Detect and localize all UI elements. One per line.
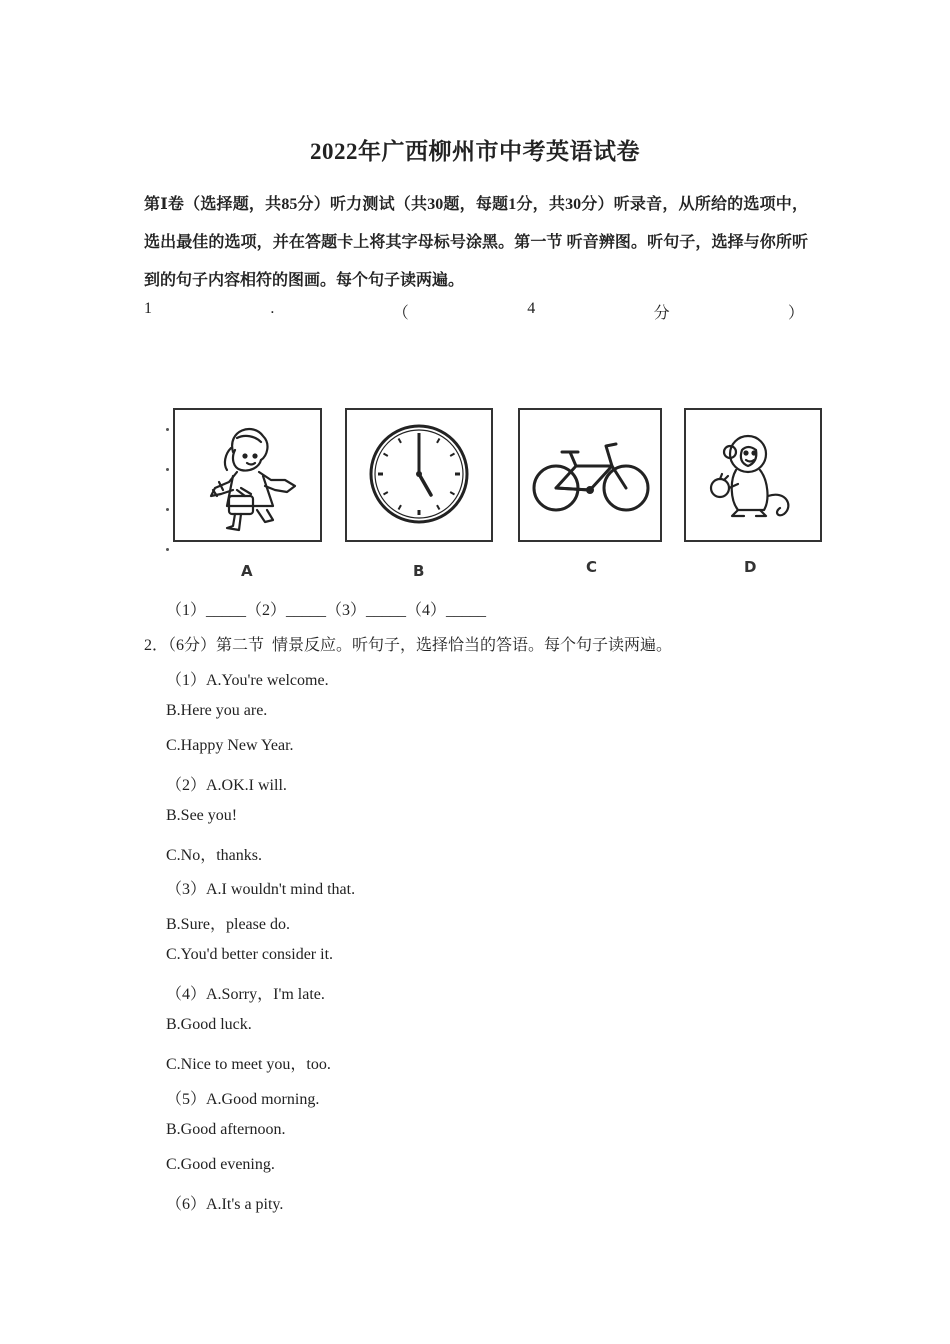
picture-options bbox=[163, 408, 825, 586]
answer-option: B.Good afternoon. bbox=[166, 1120, 286, 1138]
question-item: （3）A.I wouldn't mind that. bbox=[166, 881, 356, 899]
question-item: （2）A.OK.I will. bbox=[166, 776, 287, 794]
question-1-header bbox=[144, 300, 804, 324]
picture-frame bbox=[345, 408, 493, 542]
picture-letter: D bbox=[744, 558, 757, 576]
clock-tick bbox=[450, 492, 454, 495]
girl-icon bbox=[175, 410, 320, 540]
answer-option: B.Sure，please do. bbox=[166, 916, 290, 934]
answer-option: B.See you! bbox=[166, 806, 238, 824]
clock-icon bbox=[347, 410, 491, 540]
question-item: （6）A.It's a pity. bbox=[166, 1195, 284, 1213]
clock-tick bbox=[383, 454, 387, 457]
points-unit: 分 bbox=[653, 305, 670, 322]
answer-option: C.Happy New Year. bbox=[166, 736, 294, 754]
picture-letter: A bbox=[241, 562, 253, 580]
right-paren: ） bbox=[787, 305, 804, 322]
question-number: 1 bbox=[144, 300, 152, 317]
answer-option: C.Nice to meet you，too. bbox=[166, 1055, 331, 1073]
picture-frame bbox=[518, 408, 662, 542]
answer-option: C.Good evening. bbox=[166, 1155, 275, 1173]
left-paren: （ bbox=[392, 305, 409, 322]
clock-tick bbox=[437, 438, 440, 442]
answer-blanks: （1）_____（2）_____（3）_____（4）_____ bbox=[166, 602, 487, 619]
answer-option: C.You'd better consider it. bbox=[166, 946, 334, 964]
question-item: （4）A.Sorry，I'm late. bbox=[166, 986, 325, 1004]
bicycle-icon bbox=[520, 410, 660, 540]
clock-tick bbox=[437, 505, 440, 509]
question-2-header: 2．（6分）第二节 情景反应。听句子，选择恰当的答语。每个句子读两遍。 bbox=[144, 637, 673, 654]
clock-tick bbox=[450, 454, 454, 457]
question-points: 4 bbox=[527, 300, 536, 317]
question-item: （1）A.You're welcome. bbox=[166, 672, 329, 689]
clock-tick bbox=[399, 505, 402, 509]
clock-tick bbox=[399, 438, 402, 442]
clock-tick bbox=[383, 492, 387, 495]
page-title: 2022年广西柳州市中考英语试卷 bbox=[310, 139, 640, 164]
answer-option: B.Good luck. bbox=[166, 1016, 252, 1033]
answer-option: B.Here you are. bbox=[166, 701, 268, 719]
section-intro: 第Ⅰ卷（选择题，共85分）听力测试（共30题，每题1分，共30分）听录音，从所给的选项中，选出最佳的选项，并在答题卡上将其字母标号涂黑。第一节 听音辨图。听句子，选择与你所听到的句子内容相符的图画。每个句子读两遍。 bbox=[144, 196, 808, 289]
question-item: （5）A.Good morning. bbox=[166, 1090, 320, 1108]
picture-letter: C bbox=[586, 558, 598, 576]
question-dot: . bbox=[270, 300, 275, 317]
monkey-icon bbox=[686, 410, 820, 540]
picture-frame bbox=[684, 408, 822, 542]
picture-letter: B bbox=[413, 562, 425, 580]
answer-option: C.No，thanks. bbox=[166, 846, 263, 864]
picture-frame bbox=[173, 408, 322, 542]
